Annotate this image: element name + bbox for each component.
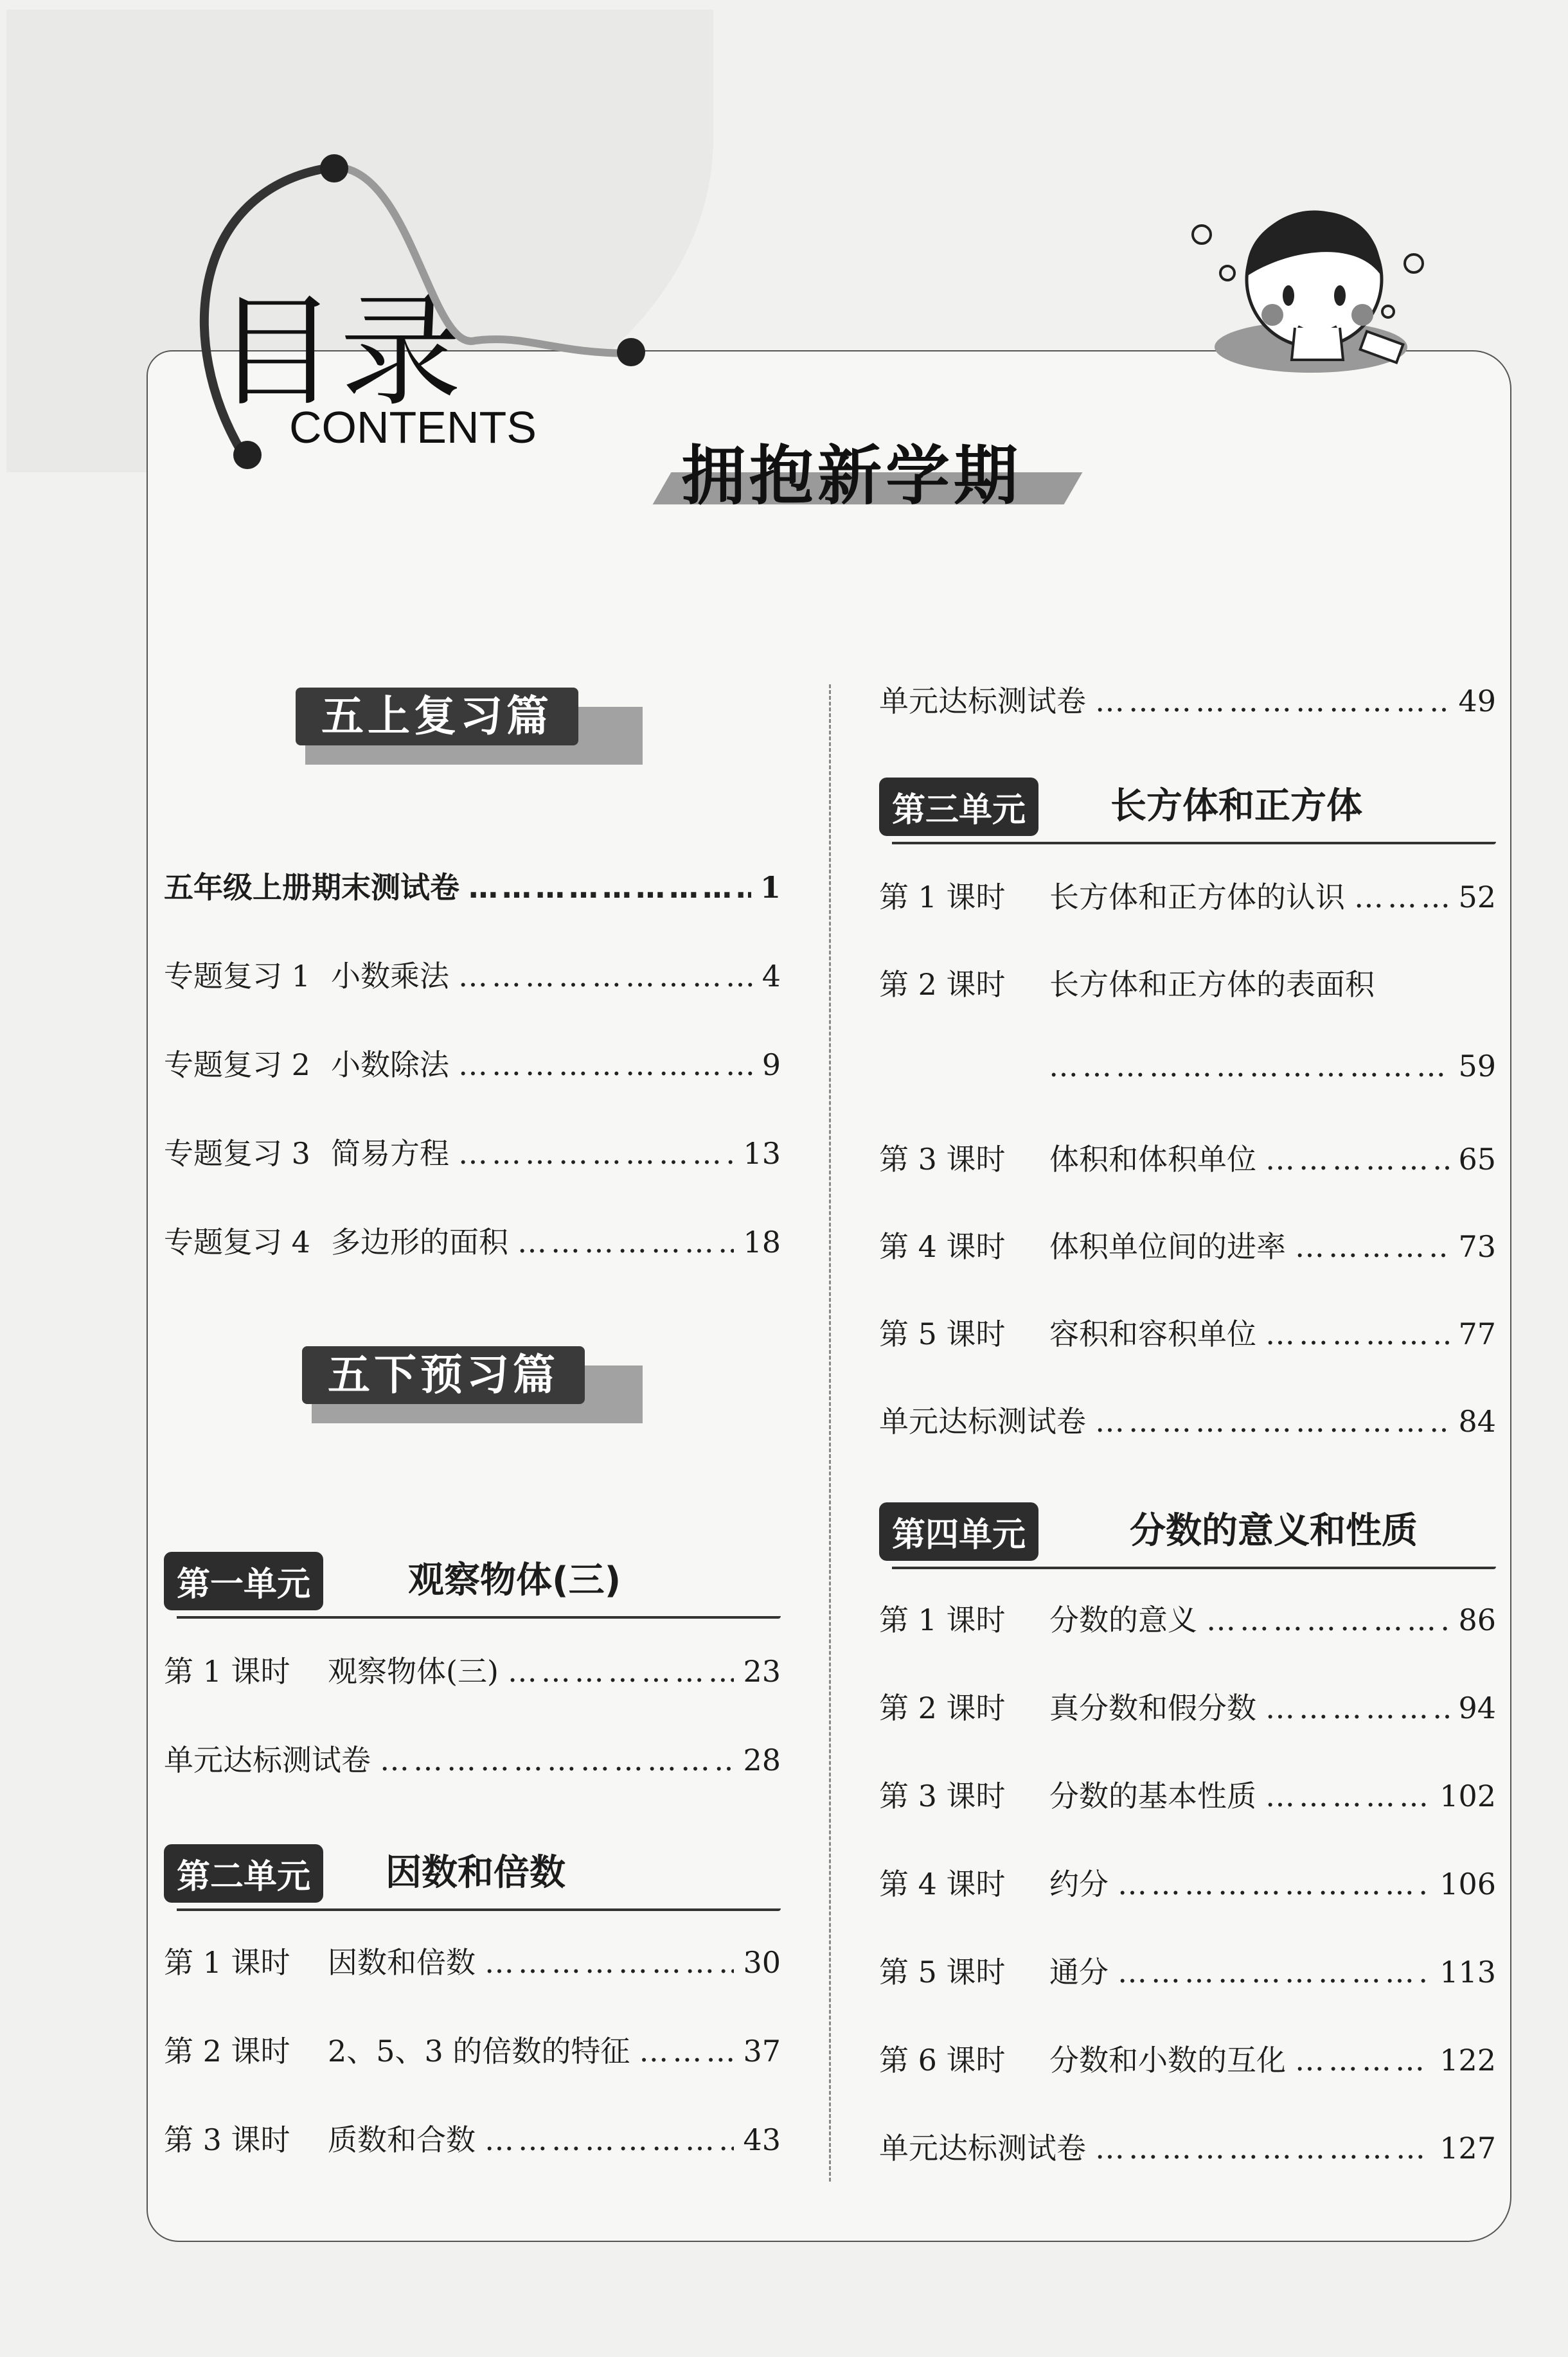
unit-heading-4: 第四单元 分数的意义和性质	[879, 1502, 1499, 1573]
toc-item[interactable]: 单元达标测试卷 …………………………………………………………………………………………………………… 127	[879, 2125, 1496, 2213]
toc-item[interactable]: 五年级上册期末测试卷 …………………………………………………………………………………………………………… 1	[164, 864, 781, 953]
toc-item[interactable]: 第 6 课时 分数和小数的互化 …………………………………………………………………………………………………………… 122	[879, 2037, 1496, 2125]
toc-item[interactable]: 第 2 课时 真分数和假分数 …………………………………………………………………………………………………………… 94	[879, 1685, 1496, 1773]
review-list	[164, 864, 781, 1308]
unit-1-list	[164, 1648, 781, 1826]
toc-item[interactable]: 第 5 课时 容积和容积单位 …………………………………………………………………………………………………………… 77	[879, 1311, 1496, 1398]
toc-item[interactable]: 第 1 课时 观察物体(三) …………………………………………………………………………………………………………… 23	[164, 1648, 781, 1737]
page-subtitle: CONTENTS	[289, 402, 537, 452]
unit-4-list	[879, 1597, 1496, 2213]
unit-heading-3: 第三单元 长方体和正方体	[879, 778, 1499, 848]
unit-2-list	[164, 1939, 781, 2205]
toc-item[interactable]: 专题复习 2 小数除法 …………………………………………………………………………………………………………… 9	[164, 1042, 781, 1130]
toc-item[interactable]: 单元达标测试卷 …………………………………………………………………………………………………………… 28	[164, 1737, 781, 1826]
unit-heading-1: 第一单元 观察物体(三)	[164, 1552, 784, 1623]
toc-item[interactable]: 专题复习 1 小数乘法 …………………………………………………………………………………………………………… 4	[164, 953, 781, 1042]
unit-heading-2: 第二单元 因数和倍数	[164, 1844, 784, 1915]
toc-item[interactable]: 第 3 课时 质数和合数 …………………………………………………………………………………………………………… 43	[164, 2117, 781, 2205]
arc-decoration-icon	[167, 148, 655, 482]
toc-item[interactable]: 第 2 课时 2、5、3 的倍数的特征 …………………………………………………………………………………………………………… 37	[164, 2028, 781, 2117]
toc-item[interactable]: 第 4 课时 约分 …………………………………………………………………………………………………………… 106	[879, 1861, 1496, 1949]
toc-item[interactable]: 第 1 课时 因数和倍数 …………………………………………………………………………………………………………… 30	[164, 1939, 781, 2028]
toc-item[interactable]: 第 1 课时 分数的意义 …………………………………………………………………………………………………………… 86	[879, 1597, 1496, 1685]
page-title: 目录	[215, 281, 465, 423]
toc-item[interactable]: 专题复习 4 多边形的面积 …………………………………………………………………………………………………………… 18	[164, 1219, 781, 1308]
unit-2-test	[879, 678, 1496, 767]
part-heading-preview: 五下预习篇	[302, 1346, 643, 1423]
toc-item[interactable]: 单元达标测试卷 …………………………………………………………………………………………………………… 84	[879, 1398, 1496, 1486]
banner-title: 拥抱新学期	[681, 438, 1022, 513]
column-divider	[829, 684, 831, 2182]
toc-item[interactable]: 第 4 课时 体积单位间的进率 …………………………………………………………………………………………………………… 73	[879, 1223, 1496, 1311]
cartoon-boy-icon	[1176, 167, 1446, 379]
toc-item[interactable]: 第 3 课时 体积和体积单位 …………………………………………………………………………………………………………… 65	[879, 1136, 1496, 1223]
toc-item[interactable]: 单元达标测试卷 …………………………………………………………………………………………………………… 49	[879, 678, 1496, 767]
toc-item-continuation[interactable]: …………………………………………………………………………………………………………… 59	[879, 1049, 1496, 1136]
toc-item[interactable]: 专题复习 3 简易方程 …………………………………………………………………………………………………………… 13	[164, 1130, 781, 1219]
toc-item[interactable]: 第 3 课时 分数的基本性质 …………………………………………………………………………………………………………… 102	[879, 1773, 1496, 1861]
toc-item[interactable]: 第 2 课时 长方体和正方体的表面积	[879, 967, 1375, 1002]
toc-item[interactable]: 第 1 课时 长方体和正方体的认识 …………………………………………………………………………………………………………… 52	[879, 874, 1496, 961]
unit-3-list	[879, 874, 1496, 1486]
toc-item[interactable]: 第 5 课时 通分 …………………………………………………………………………………………………………… 113	[879, 1949, 1496, 2037]
part-heading-review: 五上复习篇	[296, 688, 643, 765]
